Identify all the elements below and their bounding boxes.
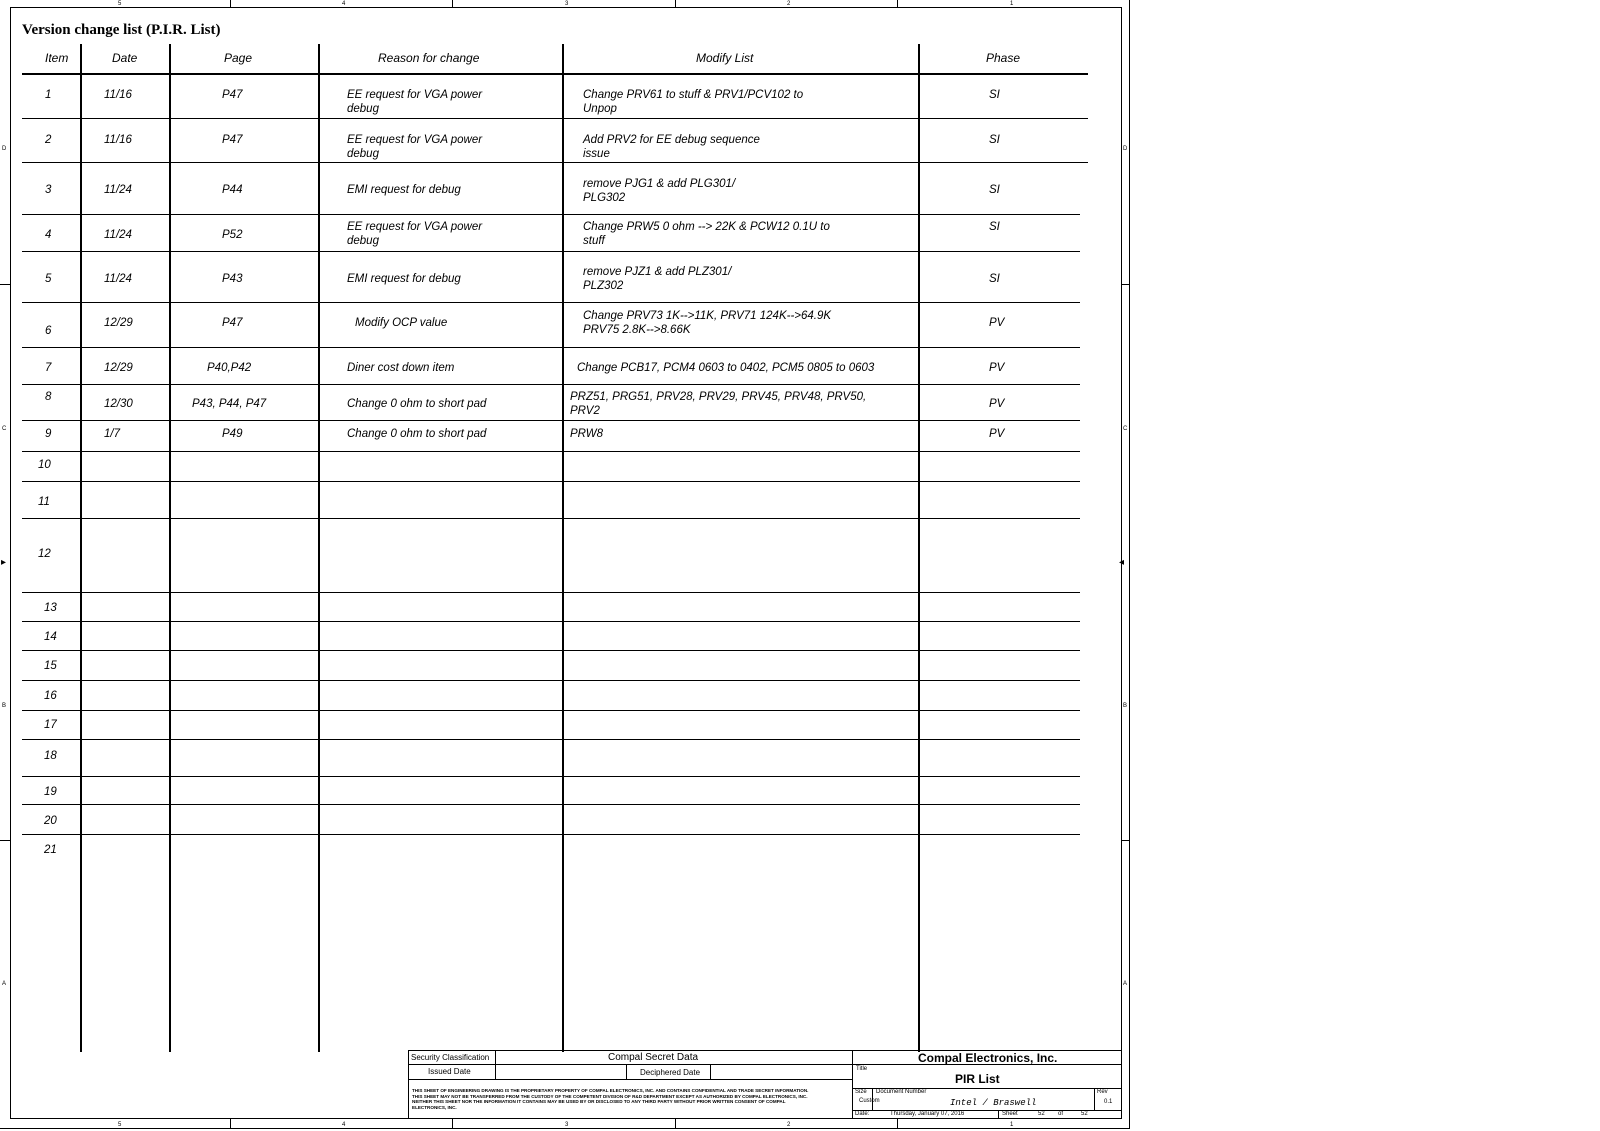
zone-col-bottom: 5 bbox=[118, 1122, 122, 1128]
border-tick bbox=[675, 0, 676, 7]
cell-modify: Change PRV73 1K-->11K, PRV71 124K-->64.9K PRV75 2.8K-->8.66K bbox=[583, 310, 832, 336]
cell-item: 4 bbox=[45, 229, 52, 241]
cell-date: 1/7 bbox=[104, 428, 120, 440]
cell-page: P47 bbox=[222, 134, 243, 146]
header-reason: Reason for change bbox=[378, 51, 480, 65]
row-separator bbox=[22, 451, 1080, 452]
document-number-value: Intel / Braswell bbox=[950, 1098, 1037, 1108]
row-separator bbox=[22, 739, 1080, 740]
cell-reason: EE request for VGA power debug bbox=[347, 89, 483, 115]
cell-page: P44 bbox=[222, 184, 243, 196]
rev-value: 0.1 bbox=[1104, 1099, 1113, 1105]
header-modify: Modify List bbox=[696, 51, 754, 65]
title-block-rule bbox=[710, 1064, 711, 1079]
cell-item: 19 bbox=[44, 786, 57, 798]
zone-row-left: B bbox=[2, 703, 7, 709]
cell-reason: Change 0 ohm to short pad bbox=[347, 428, 487, 440]
column-divider bbox=[318, 44, 320, 1052]
cell-item: 8 bbox=[45, 391, 52, 403]
zone-col-top: 4 bbox=[342, 1, 346, 7]
zone-row-right: A bbox=[1123, 981, 1128, 987]
border-tick bbox=[452, 0, 453, 7]
row-separator bbox=[22, 710, 1080, 711]
zone-col-top: 3 bbox=[565, 1, 569, 7]
row-separator bbox=[22, 302, 1080, 303]
row-separator bbox=[22, 650, 1080, 651]
cell-item: 17 bbox=[44, 719, 57, 731]
cell-date: 11/16 bbox=[104, 134, 132, 146]
column-divider bbox=[80, 44, 82, 1052]
cell-reason: EMI request for debug bbox=[347, 273, 461, 285]
sheet-value: 52 bbox=[1038, 1111, 1045, 1117]
size-label: Size bbox=[855, 1089, 867, 1095]
cell-date: 11/24 bbox=[104, 184, 132, 196]
zone-row-right: C bbox=[1123, 426, 1128, 432]
of-label: of bbox=[1058, 1111, 1064, 1117]
zone-row-right: B bbox=[1123, 703, 1128, 709]
row-separator bbox=[22, 118, 1088, 119]
of-value: 52 bbox=[1081, 1111, 1088, 1117]
security-classification-value: Compal Secret Data bbox=[608, 1052, 699, 1063]
cell-modify: Change PCB17, PCM4 0603 to 0402, PCM5 0805 to 0603 bbox=[577, 362, 875, 374]
cell-phase: SI bbox=[989, 221, 1000, 233]
cell-modify: PRZ51, PRG51, PRV28, PRV29, PRV45, PRV48, PRV50, PRV2 bbox=[570, 391, 867, 417]
cell-page: P52 bbox=[222, 229, 243, 241]
arrow-left-icon: ◂ bbox=[1119, 557, 1125, 568]
zone-col-top: 2 bbox=[787, 1, 791, 7]
row-separator bbox=[22, 162, 1088, 163]
cell-modify: Add PRV2 for EE debug sequence issue bbox=[583, 134, 760, 160]
cell-item: 13 bbox=[44, 602, 57, 614]
column-divider bbox=[169, 44, 171, 1052]
document-number-label: Document Number bbox=[876, 1089, 927, 1095]
cell-reason: Change 0 ohm to short pad bbox=[347, 398, 487, 410]
title-block-rule bbox=[626, 1064, 627, 1079]
cell-date: 11/24 bbox=[104, 273, 132, 285]
cell-phase: PV bbox=[989, 317, 1005, 329]
row-separator bbox=[22, 680, 1080, 681]
page-title: Version change list (P.I.R. List) bbox=[22, 22, 221, 38]
row-separator bbox=[22, 834, 1080, 835]
row-separator bbox=[22, 481, 1080, 482]
border-tick bbox=[897, 1119, 898, 1129]
row-separator bbox=[22, 518, 1080, 519]
cell-phase: SI bbox=[989, 89, 1000, 101]
cell-item: 12 bbox=[38, 548, 51, 560]
row-separator bbox=[22, 214, 1080, 215]
cell-modify: Change PRW5 0 ohm --> 22K & PCW12 0.1U to stuff bbox=[583, 221, 830, 247]
issued-date-label: Issued Date bbox=[428, 1067, 471, 1076]
column-divider bbox=[562, 44, 564, 1052]
border-tick bbox=[0, 284, 10, 285]
cell-item: 20 bbox=[44, 815, 57, 827]
row-separator bbox=[22, 384, 1080, 385]
border-tick bbox=[1122, 284, 1130, 285]
cell-reason: EMI request for debug bbox=[347, 184, 461, 196]
cell-item: 15 bbox=[44, 660, 57, 672]
inner-border bbox=[10, 7, 1125, 1119]
cell-reason: Diner cost down item bbox=[347, 362, 455, 374]
cell-date: 11/24 bbox=[104, 229, 132, 241]
title-block-rule bbox=[1094, 1088, 1095, 1110]
row-separator bbox=[22, 251, 1080, 252]
cell-page: P43 bbox=[222, 273, 243, 285]
arrow-right-icon: ▸ bbox=[1, 557, 7, 568]
deciphered-date-label: Deciphered Date bbox=[640, 1068, 701, 1077]
header-page: Page bbox=[224, 51, 253, 65]
title-block-rule bbox=[408, 1064, 853, 1065]
row-separator bbox=[22, 420, 1080, 421]
cell-phase: PV bbox=[989, 362, 1005, 374]
cell-item: 7 bbox=[45, 362, 52, 374]
border-tick bbox=[230, 0, 231, 7]
cell-page: P43, P44, P47 bbox=[192, 398, 267, 410]
cell-reason: EE request for VGA power debug bbox=[347, 221, 483, 247]
cell-modify: remove PJG1 & add PLG301/ PLG302 bbox=[583, 178, 736, 204]
zone-col-top: 5 bbox=[118, 1, 122, 7]
cell-date: 11/16 bbox=[104, 89, 132, 101]
cell-page: P40,P42 bbox=[207, 362, 252, 374]
header-rule bbox=[22, 73, 1088, 75]
cell-item: 10 bbox=[38, 459, 51, 471]
header-phase: Phase bbox=[986, 51, 1021, 65]
cell-item: 6 bbox=[45, 325, 52, 337]
cell-item: 16 bbox=[44, 690, 57, 702]
cell-item: 18 bbox=[44, 750, 57, 762]
border-tick bbox=[675, 1119, 676, 1129]
zone-col-bottom: 3 bbox=[565, 1122, 569, 1128]
title-block-rule bbox=[852, 1050, 853, 1119]
cell-item: 5 bbox=[45, 273, 52, 285]
cell-phase: PV bbox=[989, 428, 1005, 440]
header-date: Date bbox=[112, 51, 138, 65]
title-value: PIR List bbox=[955, 1072, 1000, 1086]
cell-reason: Modify OCP value bbox=[355, 317, 448, 329]
zone-row-left: A bbox=[2, 981, 7, 987]
zone-col-bottom: 4 bbox=[342, 1122, 346, 1128]
cell-phase: PV bbox=[989, 398, 1005, 410]
border-tick bbox=[230, 1119, 231, 1129]
border-tick bbox=[1122, 840, 1130, 841]
title-label: Title bbox=[856, 1066, 868, 1072]
border-tick bbox=[452, 1119, 453, 1129]
cell-item: 1 bbox=[45, 89, 52, 101]
cell-modify: Change PRV61 to stuff & PRV1/PCV102 to Unpop bbox=[583, 89, 804, 115]
cell-page: P47 bbox=[222, 89, 243, 101]
row-separator bbox=[22, 621, 1080, 622]
row-separator bbox=[22, 347, 1080, 348]
zone-col-bottom: 2 bbox=[787, 1122, 791, 1128]
cell-phase: SI bbox=[989, 273, 1000, 285]
date-label: Date: bbox=[855, 1111, 870, 1117]
cell-phase: SI bbox=[989, 184, 1000, 196]
zone-col-top: 1 bbox=[1010, 1, 1014, 7]
header-item: Item bbox=[45, 51, 69, 65]
cell-item: 14 bbox=[44, 631, 57, 643]
zone-row-left: C bbox=[2, 426, 7, 432]
row-separator bbox=[22, 592, 1080, 593]
zone-row-right: D bbox=[1123, 146, 1128, 152]
cell-date: 12/30 bbox=[104, 398, 133, 410]
cell-date: 12/29 bbox=[104, 362, 133, 374]
zone-col-bottom: 1 bbox=[1010, 1122, 1014, 1128]
legal-notice: THIS SHEET OF ENGINEERING DRAWING IS THE PROPRIETARY PROPERTY OF COMPAL ELECTRONICS, INC. AND CONTAINS CONFIDENTIAL AND TRADE SECRET INFORMATION. THIS SHEET MAY NOT BE TRANSFERRED FROM THE CUSTODY OF THE COMPETENT DIVISION OF R&D DEPARTMENT EXCEPT AS AUTHORIZED BY COMPAL ELECTRONICS, INC. NEITHER THIS SHEET NOR THE INFORMATION IT CONTAINS MAY BE USED BY OR DISCLOSED TO ANY THIRD PARTY WITHOUT PRIOR WRITTEN CONSENT OF COMPAL ELECTRONICS, INC. bbox=[412, 1088, 809, 1110]
zone-row-left: D bbox=[2, 146, 7, 152]
security-classification-label: Security Classification bbox=[411, 1053, 490, 1062]
company-name: Compal Electronics, Inc. bbox=[918, 1051, 1058, 1065]
cell-reason: EE request for VGA power debug bbox=[347, 134, 483, 160]
cell-modify: remove PJZ1 & add PLZ301/ PLZ302 bbox=[583, 266, 732, 292]
title-block-rule bbox=[408, 1079, 853, 1080]
column-divider bbox=[918, 44, 920, 1052]
border-tick bbox=[0, 840, 10, 841]
title-block-rule bbox=[998, 1110, 999, 1119]
cell-page: P47 bbox=[222, 317, 243, 329]
cell-item: 21 bbox=[44, 844, 57, 856]
cell-item: 9 bbox=[45, 428, 52, 440]
cell-modify: PRW8 bbox=[570, 428, 604, 440]
border-tick bbox=[897, 0, 898, 7]
size-value: Custom bbox=[859, 1098, 880, 1104]
cell-item: 3 bbox=[45, 184, 52, 196]
title-block-rule bbox=[495, 1050, 496, 1079]
rev-label: Rev bbox=[1097, 1089, 1108, 1095]
cell-item: 2 bbox=[45, 134, 52, 146]
cell-page: P49 bbox=[222, 428, 243, 440]
cell-date: 12/29 bbox=[104, 317, 133, 329]
sheet-label: Sheet bbox=[1002, 1111, 1018, 1117]
cell-item: 11 bbox=[38, 496, 50, 508]
cell-phase: SI bbox=[989, 134, 1000, 146]
row-separator bbox=[22, 776, 1080, 777]
date-value: Thursday, January 07, 2016 bbox=[890, 1111, 965, 1117]
row-separator bbox=[22, 804, 1080, 805]
